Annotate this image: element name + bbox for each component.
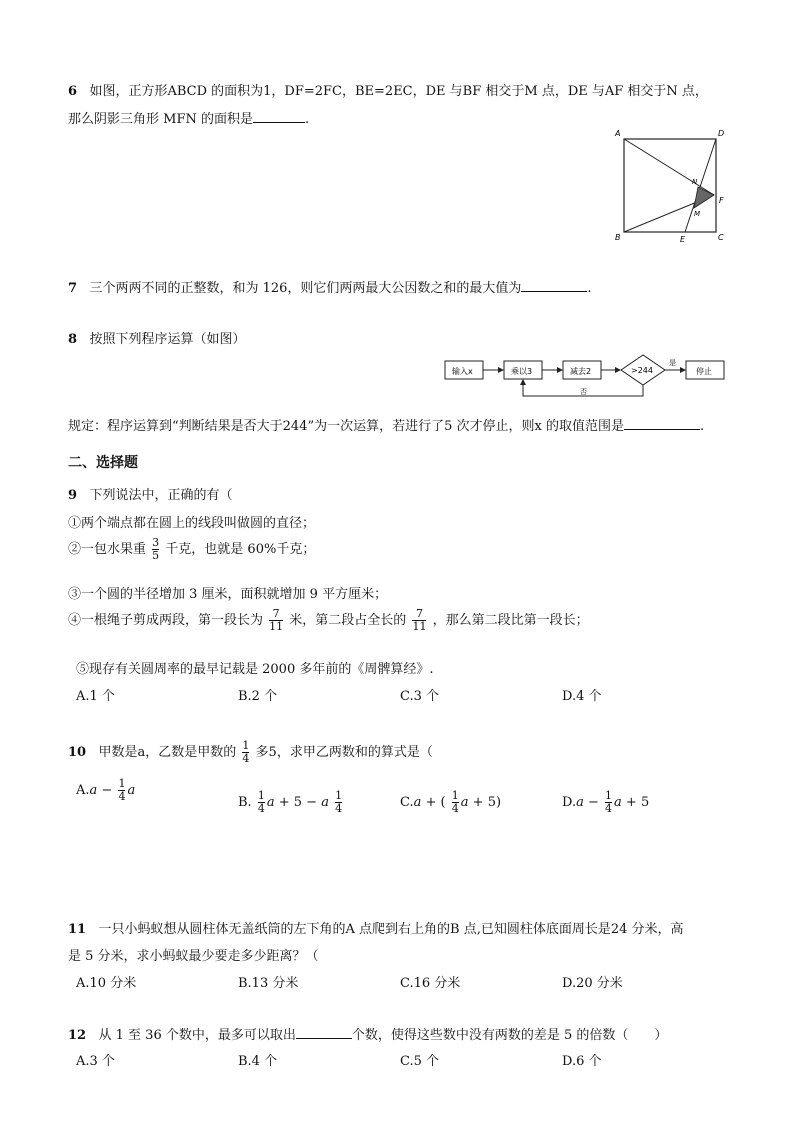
q12-pre: 从 1 至 36 个数中，最多可以取出 (98, 1028, 296, 1043)
q9-stem-text: 下列说法中，正确的有（ (89, 488, 233, 503)
q11-option-c[interactable]: C.16 分米 (400, 976, 461, 991)
q10-option-a-label: A. (76, 783, 90, 798)
q8-flowchart (440, 352, 740, 402)
q9-stem (68, 484, 232, 503)
q9-statement-5: ⑤现存有关圆周率的最早记载是 2000 多年前的《周髀算经》. (76, 662, 434, 677)
q6-number: 6 (68, 84, 78, 99)
q11-option-a[interactable]: A.10 分米 (76, 976, 137, 991)
q9-option-a[interactable]: A.1 个 (76, 689, 115, 704)
flow-stop: 停止 (696, 367, 712, 376)
q12-line (68, 1024, 667, 1043)
q11-line1 (68, 918, 684, 937)
q8-rule: 规定：程序运算到“判断结果是否大于244”为一次运算，若进行了5 次才停止，则x 的取值范围是 (68, 419, 624, 434)
fig-label-m: M (694, 210, 701, 218)
q10-stem-pre: 甲数是a，乙数是甲数的 (98, 745, 237, 760)
flow-no-label: 否 (580, 388, 587, 396)
q10-option-a[interactable]: A.a − $\frac{1}{4}$ a (76, 777, 136, 803)
q12-option-d[interactable]: D.6 个 (562, 1054, 602, 1069)
q7-tail: . (587, 281, 592, 296)
q9-s4-fraction-2 (412, 608, 426, 633)
q11-number: 11 (68, 922, 87, 937)
fig-label-a: A (615, 129, 621, 138)
q12-option-b[interactable]: B.4 个 (238, 1054, 278, 1069)
q9-s2-pre: ②一包水果重 (68, 542, 147, 557)
q8-answer-blank[interactable] (624, 417, 700, 430)
fig-label-b: B (615, 233, 621, 242)
q6-tail: . (304, 112, 310, 127)
q12-post: 个数，使得这些数中没有两数的差是 5 的倍数（ ） (351, 1028, 668, 1043)
q10-option-b[interactable]: B. $\frac{1}{4}$ a + 5 − a $\frac{1}{4}$ (238, 789, 343, 815)
fig-label-d: D (718, 129, 725, 138)
q12-option-a[interactable]: A.3 个 (76, 1054, 115, 1069)
q8-rule-line (68, 415, 704, 434)
q8-tail: . (699, 419, 705, 434)
q9-option-c[interactable]: C.3 个 (400, 689, 440, 704)
flow-multiply: 乘以3 (511, 367, 533, 376)
frac-den: 11 (269, 620, 284, 633)
flow-subtract: 减去2 (570, 367, 592, 376)
q8-number: 8 (68, 332, 78, 347)
flow-yes-label: 是 (669, 359, 676, 367)
q6-text-1: 如图，正方形ABCD 的面积为1，DF=2FC，BE=2EC，DE 与BF 相交于M 点，DE 与AF 相交于N 点， (89, 84, 708, 99)
frac-den: 5 (152, 549, 160, 562)
q6-line2 (68, 108, 309, 127)
frac-den: 4 (242, 752, 250, 765)
q9-statement-3: ③一个圆的半径增加 3 厘米，面积就增加 9 平方厘米； (68, 587, 388, 602)
q6-line1 (68, 80, 708, 99)
q7-answer-blank[interactable] (521, 279, 587, 292)
q10-option-c[interactable]: C.a + ( $\frac{1}{4}$ a + 5) (400, 789, 502, 815)
section-heading: 二、选择题 (68, 455, 138, 471)
q11-option-b[interactable]: B.13 分米 (238, 976, 299, 991)
q9-option-d[interactable]: D.4 个 (562, 689, 602, 704)
q6-answer-blank[interactable] (253, 110, 305, 123)
q10-number: 10 (68, 745, 87, 760)
q7-text: 三个两两不同的正整数，和为 126，则它们两两最大公因数之和的最大值为 (89, 281, 522, 296)
q7-number: 7 (68, 281, 78, 296)
q9-statement-1: ①两个端点都在圆上的线段叫做圆的直径； (68, 516, 316, 531)
fig-label-f: F (719, 196, 724, 205)
fig-label-n: N (692, 178, 698, 186)
q11-text-1: 一只小蚂蚁想从圆柱体无盖纸筒的左下角的A 点爬到右上角的B 点,已知圆柱体底面周长是24 分米，高 (98, 922, 684, 937)
q10-stem (68, 740, 433, 765)
q9-statement-2 (68, 537, 315, 562)
q9-s4-fraction-1 (269, 608, 283, 633)
fig-label-e: E (680, 235, 686, 244)
q10-stem-post: 多5，求甲乙两数和的算式是（ (255, 745, 433, 760)
q9-statement-4 (68, 608, 589, 633)
q10-option-d-label: D. (562, 795, 577, 810)
q10-option-b-label: B. (238, 795, 252, 810)
q12-option-c[interactable]: C.5 个 (400, 1054, 440, 1069)
frac-num: 7 (272, 607, 280, 620)
q8-text: 按照下列程序运算（如图） (89, 332, 246, 347)
q6-text-2: 那么阴影三角形 MFN 的面积是 (68, 112, 253, 127)
q11-line2: 是 5 分米，求小蚂蚁最少要走多少距离？（ (68, 949, 319, 964)
frac-num: 1 (242, 739, 250, 752)
q11-option-d[interactable]: D.20 分米 (562, 976, 623, 991)
q10-option-c-label: C. (400, 795, 414, 810)
flow-decision: >244 (631, 366, 653, 375)
fig-label-c: C (718, 233, 724, 242)
frac-num: 7 (415, 607, 423, 620)
q9-s2-post: 千克，也就是 60%千克； (165, 542, 316, 557)
frac-den: 11 (412, 620, 427, 633)
q9-s4-mid: 米，第二段占全长的 (289, 613, 407, 628)
q12-answer-blank[interactable] (296, 1026, 352, 1039)
q7-line (68, 277, 592, 296)
q9-option-b[interactable]: B.2 个 (238, 689, 278, 704)
flow-input: 输入x (452, 367, 473, 376)
q10-option-d[interactable]: D.a − $\frac{1}{4}$ a + 5 (562, 789, 650, 815)
q9-s4-post: ，那么第二段比第一段长； (432, 613, 589, 628)
q10-fraction (242, 740, 249, 765)
q12-number: 12 (68, 1028, 87, 1043)
q9-number: 9 (68, 488, 78, 503)
q6-square-figure (608, 126, 738, 246)
frac-num: 3 (152, 536, 160, 549)
q8-line (68, 328, 245, 347)
q9-s4-pre: ④一根绳子剪成两段，第一段长为 (68, 613, 264, 628)
q9-s2-fraction (152, 537, 159, 562)
